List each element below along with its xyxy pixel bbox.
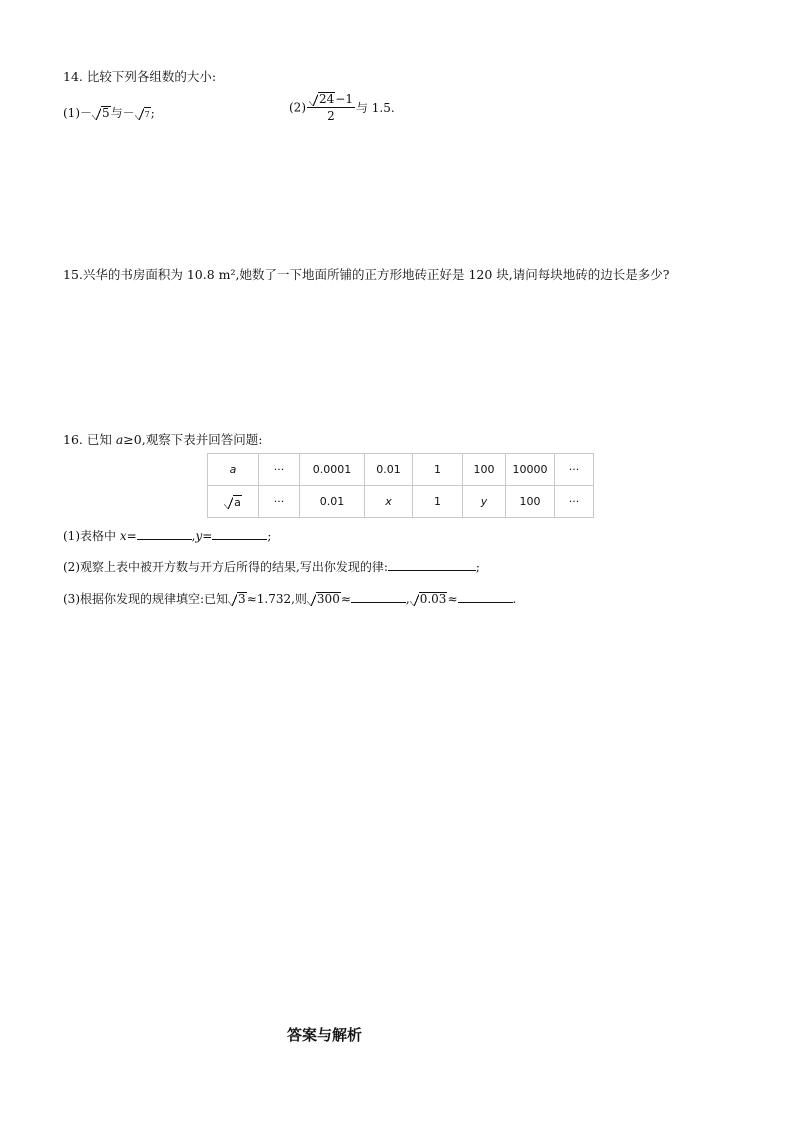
q16-sub1-prefix: (1)表格中 [63,529,120,543]
table-row [208,454,594,486]
answer-blank-x[interactable] [137,528,192,540]
table-cell: 0.01 [365,454,413,486]
q14-part2-label: (2) [289,100,306,115]
q16-stem [63,430,262,448]
answer-blank-y[interactable] [212,528,267,540]
radicand: a [234,495,241,509]
semicolon: ; [267,529,272,543]
radicand: 7 [144,107,151,121]
radicand: 300 [316,592,340,606]
q16-sub3-given: ≈1.732,则 [246,592,307,606]
table-cell: 0.0001 [300,454,365,486]
table-cell: 100 [506,486,555,518]
q16-stem-suffix: ≥0,观察下表并回答问题: [123,432,263,447]
table-cell: 1 [413,486,463,518]
table-cell: 100 [463,454,506,486]
approx-sign: ≈ [340,592,351,606]
variable-a: a [115,432,124,447]
answer-blank-pattern[interactable] [388,559,476,571]
radicand: 0.03 [419,592,447,606]
table-cell: a [208,454,259,486]
sqrt-symbol [309,92,335,106]
numerator-tail: −1 [335,92,353,106]
table-cell: ··· [555,486,594,518]
table-cell: 1 [413,454,463,486]
q14-stem: 14. 比较下列各组数的大小: [63,69,217,84]
equals-sign: = [202,529,213,543]
table-cell [208,486,259,518]
q16-sub3 [63,590,516,607]
fraction-denominator: 2 [327,109,335,123]
table-cell: x [365,486,413,518]
answer-blank-sqrt003[interactable] [458,591,513,603]
radicand: 24 [319,92,335,106]
q15-text: 15.兴华的书房面积为 10.8 m²,她数了一下地面所铺的正方形地砖正好是 120 块,请问每块地砖的边长是多少? [63,267,670,282]
connector-text: 与－ [110,106,135,120]
table-cell: 0.01 [300,486,365,518]
sqrt-symbol [224,495,242,509]
sqrt-symbol [228,592,247,606]
observation-table [207,453,594,518]
comma: , [191,529,196,543]
q14-part2 [289,92,395,123]
table-cell: ··· [555,454,594,486]
radicand: 3 [238,592,246,606]
variable-x: x [119,529,127,543]
sqrt-symbol [410,592,448,606]
q16-sub1 [63,527,271,544]
table-cell: ··· [259,454,300,486]
table-cell: y [463,486,506,518]
answers-section-title: 答案与解析 [287,1026,363,1044]
sqrt-symbol [307,592,341,606]
answer-blank-sqrt300[interactable] [351,591,406,603]
q14-part1 [63,104,155,121]
q16-stem-prefix: 16. 已知 [63,432,112,447]
table-row [208,486,594,518]
semicolon: ; [150,106,155,120]
approx-sign: ≈ [447,592,458,606]
q16-sub2 [63,558,480,575]
variable-y: y [195,529,203,543]
fraction [307,92,355,123]
q16-sub2-text: (2)观察上表中被开方数与开方后所得的结果,写出你发现的律: [63,560,388,574]
sqrt-symbol [92,106,111,120]
equals-sign: = [126,529,137,543]
period: . [512,592,517,606]
fraction-numerator [307,92,355,108]
table-cell: 10000 [506,454,555,486]
radicand: 5 [102,106,110,120]
semicolon: ; [475,560,480,574]
table-cell: ··· [259,486,300,518]
sqrt-symbol [135,106,151,121]
q16-sub3-prefix: (3)根据你发现的规律填空:已知 [63,592,229,606]
q14-part1-label: (1) [63,106,80,120]
comma: , [405,592,410,606]
q14-part2-tail: 与 1.5. [355,101,395,115]
minus-sign: － [80,106,93,120]
